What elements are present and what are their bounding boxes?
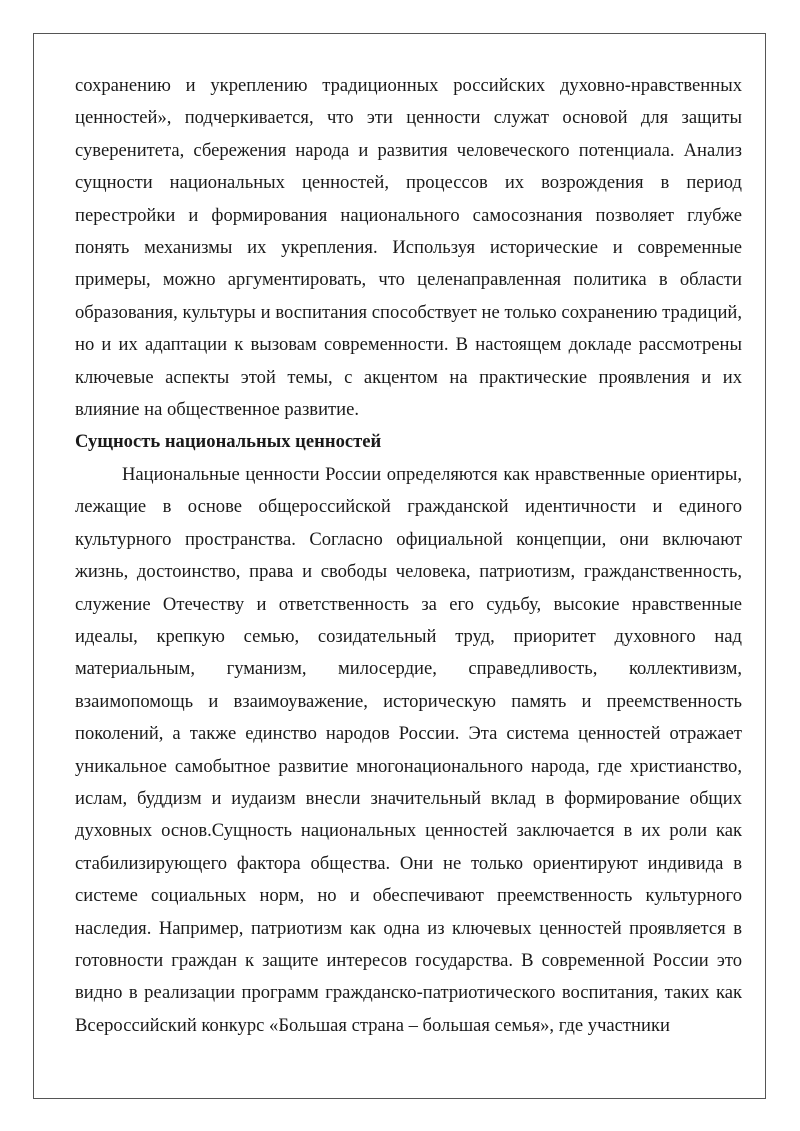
intro-paragraph: сохранению и укреплению традиционных российских духовно-нравственных ценностей», подчеркивается, что эти ценности служат основой для защиты суверенитета, сбережения народа и развития человеческого потенциала. Анализ сущности национальных ценностей, процессов их возрождения в период перестройки и формирования национального самосознания позволяет глубже понять механизмы их укрепления. Используя исторические и современные примеры, можно аргументировать, что целенаправленная политика в области образования, культуры и воспитания способствует не только сохранению традиций, но и их адаптации к вызовам современности. В настоящем докладе рассмотрены ключевые аспекты этой темы, с акцентом на практические проявления и их влияние на общественное развитие. (75, 75, 742, 421)
document-body (75, 70, 742, 1042)
section-paragraph: Национальные ценности России определяются как нравственные ориентиры, лежащие в основе общероссийской гражданской идентичности и единого культурного пространства. Согласно официальной концепции, они включают жизнь, достоинство, права и свободы человека, патриотизм, гражданственность, служение Отечеству и ответственность за его судьбу, высокие нравственные идеалы, крепкую семью, созидательный труд, приоритет духовного над материальным, гуманизм, милосердие, справедливость, коллективизм, взаимопомощь и взаимоуважение, историческую память и преемственность поколений, а также единство народов России. Эта система ценностей отражает уникальное самобытное развитие многонационального народа, где христианство, ислам, буддизм и иудаизм внесли значительный вклад в формирование общих духовных основ.Сущность национальных ценностей заключается в их роли как стабилизирующего фактора общества. Они не только ориентируют индивида в системе социальных норм, но и обеспечивают преемственность культурного наследия. Например, патриотизм как одна из ключевых ценностей проявляется в готовности граждан к защите интересов государства. В современной России это видно в реализации программ гражданско-патриотического воспитания, таких как Всероссийский конкурс «Большая страна – большая семья», где участники (75, 463, 742, 1036)
section-heading: Сущность национальных ценностей (75, 431, 382, 453)
